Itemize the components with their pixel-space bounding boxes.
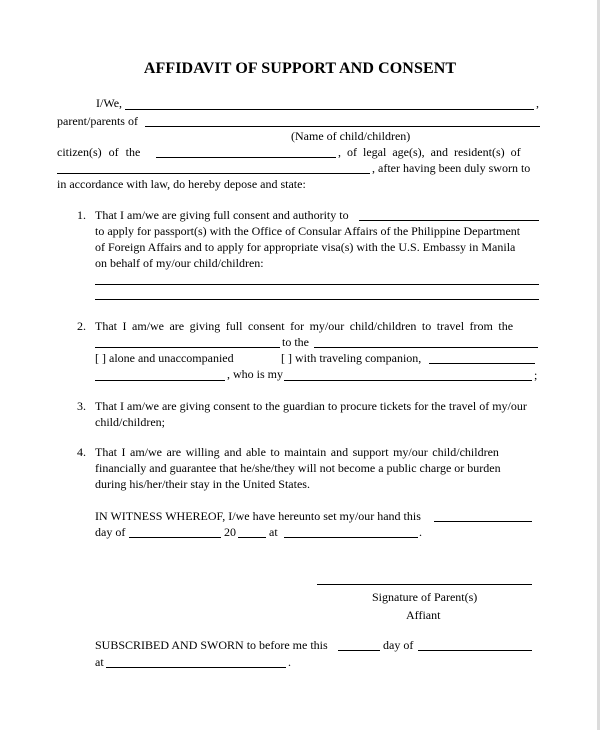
witness-period: .	[419, 525, 422, 539]
legal-age-text: , of legal age(s), and resident(s) of	[338, 145, 521, 159]
witness-year-prefix: 20	[224, 525, 236, 539]
item-3-line-2: child/children;	[95, 415, 165, 429]
sworn-at-label: at	[95, 655, 104, 669]
iwe-comma: ,	[536, 96, 539, 110]
sworn-period: .	[288, 655, 291, 669]
residence-blank[interactable]	[57, 173, 370, 174]
travel-from-blank[interactable]	[95, 347, 280, 348]
item-4-number: 4.	[77, 445, 86, 459]
item-3-line-1: That I am/we are giving consent to the guardian to procure tickets for the travel of my/our	[95, 399, 527, 413]
witness-day-of-label: day of	[95, 525, 126, 539]
citizens-of-label: citizen(s) of the	[57, 145, 141, 159]
child-name-blank[interactable]	[145, 126, 540, 127]
travel-to-blank[interactable]	[314, 347, 538, 348]
item-3-number: 3.	[77, 399, 86, 413]
to-the-label: to the	[282, 335, 309, 349]
item-1-line-3: of Foreign Affairs and to apply for appropriate visa(s) with the U.S. Embassy in Manila	[95, 240, 516, 254]
signature-label: Signature of Parent(s)	[372, 590, 478, 604]
item-4-line-3: during his/her/their stay in the United States.	[95, 477, 310, 491]
item-1-line-1: That I am/we are giving full consent and authority to	[95, 208, 349, 222]
sworn-line-1: SUBSCRIBED AND SWORN to before me this	[95, 638, 328, 652]
item-1-line-4: on behalf of my/our child/children:	[95, 256, 264, 270]
witness-month-blank[interactable]	[129, 537, 221, 538]
sworn-month-blank[interactable]	[418, 650, 532, 651]
witness-day-blank[interactable]	[434, 521, 532, 522]
item-4-line-2: financially and guarantee that he/she/they will not become a public charge or burden	[95, 461, 501, 475]
witness-line-1: IN WITNESS WHEREOF, I/we have hereunto set my/our hand this	[95, 509, 421, 523]
item-2-number: 2.	[77, 319, 86, 333]
companion-detail-blank[interactable]	[95, 380, 225, 381]
authorized-person-blank[interactable]	[359, 220, 539, 221]
item-1-line-2: to apply for passport(s) with the Office of Consular Affairs of the Philippine Department	[95, 224, 521, 238]
item-2-semicolon: ;	[534, 368, 538, 382]
witness-at-label: at	[269, 525, 278, 539]
after-sworn-text: , after having been duly sworn to	[372, 161, 531, 175]
iwe-blank[interactable]	[125, 109, 534, 110]
alone-option[interactable]: [ ] alone and unaccompanied	[95, 351, 234, 365]
relationship-blank[interactable]	[284, 380, 532, 381]
item-2-line-1: That I am/we are giving full consent for my/our child/children to travel from the	[95, 319, 514, 333]
witness-year-blank[interactable]	[238, 537, 266, 538]
signature-line[interactable]	[317, 584, 532, 585]
sworn-day-of-label: day of	[383, 638, 414, 652]
companion-option[interactable]: [ ] with traveling companion,	[281, 351, 422, 365]
document-title: AFFIDAVIT OF SUPPORT AND CONSENT	[143, 60, 457, 77]
sworn-day-blank[interactable]	[338, 650, 380, 651]
item-1-number: 1.	[77, 208, 86, 222]
affiant-label: Affiant	[406, 608, 441, 622]
companion-name-blank[interactable]	[429, 363, 535, 364]
children-blank-1[interactable]	[95, 284, 539, 285]
children-blank-2[interactable]	[95, 299, 539, 300]
witness-place-blank[interactable]	[284, 537, 418, 538]
item-4-line-1: That I am/we are willing and able to maintain and support my/our child/children	[95, 445, 499, 459]
name-of-child-caption: (Name of child/children)	[291, 129, 411, 143]
sworn-place-blank[interactable]	[106, 667, 286, 668]
citizenship-blank[interactable]	[156, 157, 336, 158]
in-accordance-text: in accordance with law, do hereby depose and state:	[57, 177, 306, 191]
parents-of-label: parent/parents of	[57, 114, 138, 128]
iwe-label: I/We,	[96, 96, 123, 110]
who-is-my-label: , who is my	[227, 367, 284, 381]
